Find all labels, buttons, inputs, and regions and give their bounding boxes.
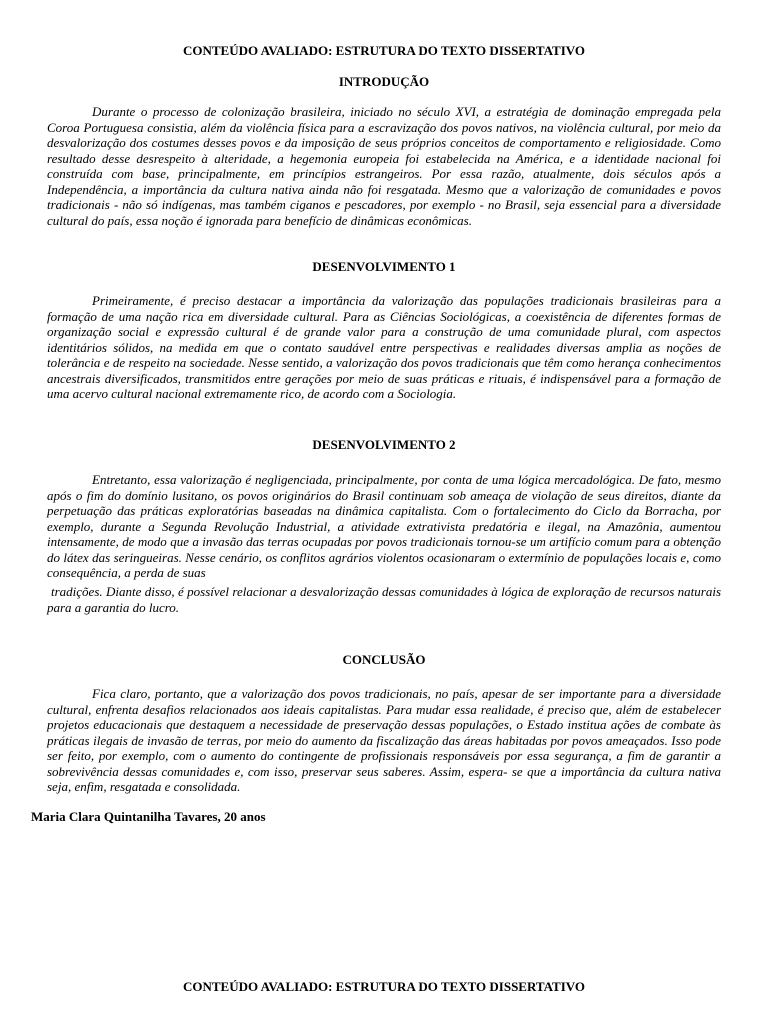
desenvolvimento2-heading: DESENVOLVIMENTO 2	[312, 437, 456, 452]
desenvolvimento1-paragraph: Primeiramente, é preciso destacar a importância da valorização das populações tradicionais brasileiras para a formação de uma nação rica em diversidade cultural. Para as Ciências Sociológicas, a coexistência de diferentes formas de organização social e expressão cultural é de grande valor para a construção de uma comunidade plural, com aspectos identitários sólidos, na medida em que o contato saudável entre perspectivas e realidades diversas amplia as noções de tolerância e de respeito na sociedade. Nesse sentido, a valorização dos povos tradicionais que têm como herança conhecimentos ancestrais diversificados, transmitidos entre gerações por meio de suas práticas e rituais, é indispensável para a formação de uma acervo cultural nacional extremamente rico, de acordo com a Sociologia.	[47, 293, 721, 401]
document-title: CONTEÚDO AVALIADO: ESTRUTURA DO TEXTO DISSERTATIVO	[182, 43, 586, 58]
footer-title: CONTEÚDO AVALIADO: ESTRUTURA DO TEXTO DISSERTATIVO	[182, 979, 586, 994]
desenvolvimento1-heading: DESENVOLVIMENTO 1	[312, 259, 456, 274]
desenvolvimento2-paragraph-continued: tradições. Diante disso, é possível relacionar a desvalorização dessas comunidades à lógica de exploração de recursos naturais para a garantia do lucro.	[47, 584, 721, 615]
author-signature: Maria Clara Quintanilha Tavares, 20 anos	[31, 809, 266, 824]
conclusao-heading: CONCLUSÃO	[342, 652, 426, 667]
desenvolvimento2-paragraph: Entretanto, essa valorização é negligenciada, principalmente, por conta de uma lógica mercadológica. De fato, mesmo após o fim do domínio lusitano, os povos originários do Brasil continuam sob ameaça de violação de seus direitos, diante da perpetuação das práticas exploratórias baseadas na dinâmica capitalista. Com o fortalecimento do Ciclo da Borracha, por exemplo, durante a Segunda Revolução Industrial, a atividade extrativista predatória e ilegal, na Amazônia, aumentou intensamente, de modo que a invasão das terras ocupadas por povos tradicionais tornou-se um artifício comum para a obtenção do látex das seringueiras. Nesse cenário, os conflitos agrários violentos ocasionaram o extermínio de populações locais e, como consequência, a perda de suas	[47, 472, 721, 580]
introducao-paragraph: Durante o processo de colonização brasileira, iniciado no século XVI, a estratégia de dominação empregada pela Coroa Portuguesa consistia, além da violência física para a escravização dos povos nativos, na violência cultural, por meio da desvalorização dos costumes desses povos e da imposição de seus próprios conceitos de comportamento e religiosidade. Como resultado desse desrespeito à alteridade, a hegemonia europeia foi estabelecida na América, e a identidade nacional foi construída com base, principalmente, em princípios estrangeiros. Por essa razão, atualmente, dois séculos após a Independência, a importância da cultura nativa ainda não foi resgatada. Mesmo que a valorização de comunidades e povos tradicionais - não só indígenas, mas também ciganos e pescadores, por exemplo - no Brasil, seja essencial para a diversidade cultural do país, essa noção é ignorada para benefício de dinâmicas econômicas.	[47, 104, 721, 228]
conclusao-paragraph: Fica claro, portanto, que a valorização dos povos tradicionais, no país, apesar de ser importante para a diversidade cultural, enfrenta desafios relacionados aos ideais capitalistas. Para mudar essa realidade, é preciso que, além de estabelecer projetos educacionais que destaquem a necessidade de preservação dessas populações, o Estado institua ações de combate às práticas ilegais de invasão de terras, por meio do aumento da fiscalização das áreas habitadas por povos ameaçados. Isso pode ser feito, por exemplo, com o aumento do contingente de profissionais responsáveis por essa segurança, a fim de garantir a sobrevivência dessas comunidades e, com isso, preservar seus saberes. Assim, espera- se que a importância da cultura nativa seja, enfim, resgatada e consolidada.	[47, 686, 721, 794]
introducao-heading: INTRODUÇÃO	[338, 74, 430, 89]
